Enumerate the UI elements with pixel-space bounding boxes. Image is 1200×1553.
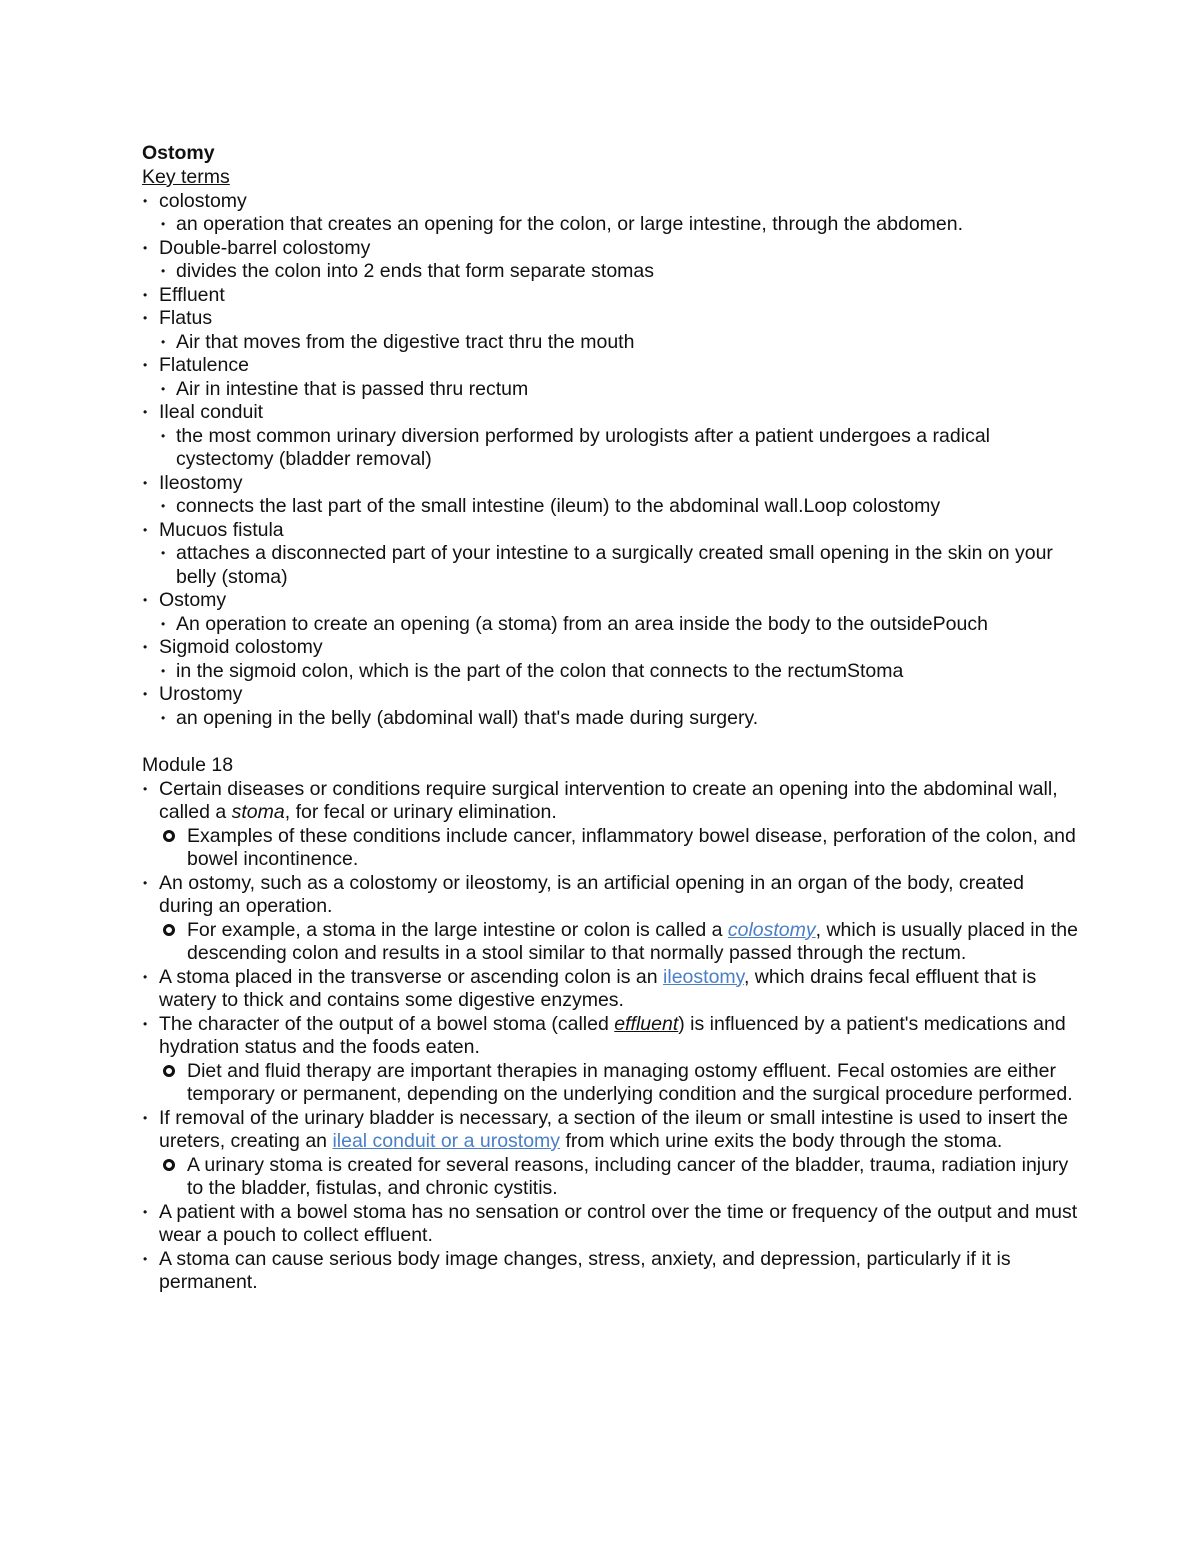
key-term-item [142,354,1082,401]
key-term-item [142,190,1082,237]
module-subtext: Examples of these conditions include cancer, inflammatory bowel disease, perforation of the colon, and bowel incontinence. [187,824,1076,870]
module-subitem [159,825,1082,872]
key-term-definition [159,707,1082,731]
bullet-icon: • [143,640,148,654]
module-item [142,1107,1082,1201]
bullet-icon: • [161,428,166,443]
module-subtext: Diet and fluid therapy are important therapies in managing ostomy effluent. Fecal ostomies are either temporary or permanent, depending on the underlying condition and the surgical procedure performed. [187,1059,1073,1105]
key-term: Flatus [159,307,213,329]
key-term: Ileal conduit [159,401,264,423]
circle-bullet-icon [163,1159,175,1171]
bullet-icon: • [143,358,148,372]
module-text: A stoma can cause serious body image changes, stress, anxiety, and depression, particularly if it is permanent. [159,1247,1011,1293]
key-term-definition [159,425,1082,472]
bullet-icon: • [143,593,148,607]
module-text: Certain diseases or conditions require surgical intervention to create an opening into the abdominal wall, called a [159,777,1058,823]
module-list [142,778,1082,1295]
module-item [142,778,1082,872]
bullet-icon: • [161,381,166,396]
key-term-item [142,589,1082,636]
colostomy-link[interactable]: colostomy [727,918,816,941]
key-term: Effluent [159,283,225,306]
key-term-definition [159,542,1082,589]
key-term: Mucuos fistula [159,518,284,541]
ileostomy-link[interactable]: ileostomy [663,965,744,988]
module-text: If removal of the urinary bladder is necessary, a section of the ileum or small intestine is used to insert the ureters, creating an [159,1106,1068,1152]
key-term-item [142,284,1082,308]
module-subitem [159,1060,1082,1107]
key-terms-list [142,190,1082,731]
key-term-item [142,636,1082,683]
bullet-icon: • [143,1204,148,1219]
bullet-icon: • [161,710,166,725]
definition-text: Air that moves from the digestive tract thru the mouth [176,330,635,353]
definition-text: connects the last part of the small intestine (ileum) to the abdominal wall.Loop colostomy [176,495,941,517]
module-subitem [159,1154,1082,1201]
effluent-term: effluent [614,1012,679,1035]
bullet-icon: • [161,663,166,678]
bullet-icon: • [143,522,148,537]
key-term-item [142,519,1082,590]
bullet-icon: • [143,687,148,701]
bullet-icon: • [143,405,148,419]
key-term-definition [159,613,1082,637]
key-term-item [142,401,1082,472]
key-term-definition [159,260,1082,284]
key-term-definition [159,213,1082,237]
module-text: A patient with a bowel stoma has no sensation or control over the time or frequency of the output and must wear a pouch to collect effluent. [159,1200,1078,1246]
key-term: Sigmoid colostomy [159,636,323,658]
definition-text: An operation to create an opening (a stoma) from an area inside the body to the outsidePouch [176,612,988,635]
definition-text: in the sigmoid colon, which is the part of the colon that connects to the rectumStoma [176,659,904,682]
circle-bullet-icon [163,830,175,842]
definition-text: Air in intestine that is passed thru rectum [176,377,529,400]
bullet-icon: • [161,499,166,513]
module-text: A stoma placed in the transverse or ascending colon is an [159,965,664,988]
module-text: , for fecal or urinary elimination. [284,801,557,823]
key-term-definition [159,660,1082,684]
bullet-icon: • [161,616,166,631]
module-text: , which drains fecal effluent that is watery to thick and contains some digestive enzymes. [159,965,1037,1011]
definition-text: an operation that creates an opening for the colon, or large intestine, through the abdomen. [176,213,964,235]
definition-text: the most common urinary diversion performed by urologists after a patient undergoes a radical cystectomy (bladder removal) [176,424,990,470]
key-term: Ostomy [159,589,227,611]
module-item [142,1013,1082,1107]
document-page [142,142,1082,1295]
module-item [142,966,1082,1013]
key-term: Flatulence [159,354,249,376]
key-term: Double-barrel colostomy [159,236,371,259]
key-term: Ileostomy [159,471,243,494]
key-term-definition [159,495,1082,519]
ileal-conduit-link[interactable]: ileal conduit or a urostomy [332,1130,561,1152]
bullet-icon: • [161,264,166,278]
module-subitem [159,919,1082,966]
key-term: colostomy [159,189,247,212]
circle-bullet-icon [163,924,175,936]
key-term: Urostomy [159,683,243,705]
key-term-item [142,683,1082,730]
bullet-icon: • [143,1110,148,1125]
module-text: from which urine exits the body through the stoma. [560,1130,1003,1152]
module-heading: Module 18 [142,754,234,776]
module-text: An ostomy, such as a colostomy or ileostomy, is an artificial opening in an organ of the body, created during an operation. [159,871,1024,917]
definition-text: divides the colon into 2 ends that form separate stomas [176,260,655,282]
bullet-icon: • [143,240,148,255]
bullet-icon: • [143,1016,148,1031]
module-subtext: A urinary stoma is created for several reasons, including cancer of the bladder, trauma, radiation injury to the bladder, fistulas, and chronic cystitis. [187,1153,1069,1199]
bullet-icon: • [143,475,148,490]
module-item [142,1201,1082,1248]
definition-text: attaches a disconnected part of your intestine to a surgically created small opening in the skin on your belly (stoma) [176,542,1053,588]
key-term-item [142,307,1082,354]
bullet-icon: • [161,217,166,231]
bullet-icon: • [143,875,148,890]
bullet-icon: • [143,969,148,984]
page-title: Ostomy [142,142,215,164]
bullet-icon: • [143,311,148,325]
module-text: The character of the output of a bowel stoma (called [159,1012,615,1035]
key-term-definition [159,331,1082,355]
key-terms-heading: Key terms [142,166,230,188]
module-item [142,1248,1082,1295]
circle-bullet-icon [163,1065,175,1077]
bullet-icon: • [143,193,148,208]
bullet-icon: • [161,546,166,560]
definition-text: an opening in the belly (abdominal wall) that's made during surgery. [176,706,759,729]
module-subtext: , which is usually placed in the descending colon and results in a stool similar to that normally passed through the rectum. [187,918,1078,964]
module-text: ) is influenced by a patient's medications and hydration status and the foods eaten. [159,1012,1066,1058]
bullet-icon: • [161,334,166,349]
bullet-icon: • [143,287,148,302]
key-term-item [142,237,1082,284]
stoma-term: stoma [231,801,285,823]
module-item [142,872,1082,966]
key-term-item [142,472,1082,519]
bullet-icon: • [143,781,148,796]
key-term-definition [159,378,1082,402]
module-subtext: For example, a stoma in the large intestine or colon is called a [187,918,728,941]
bullet-icon: • [143,1251,148,1266]
